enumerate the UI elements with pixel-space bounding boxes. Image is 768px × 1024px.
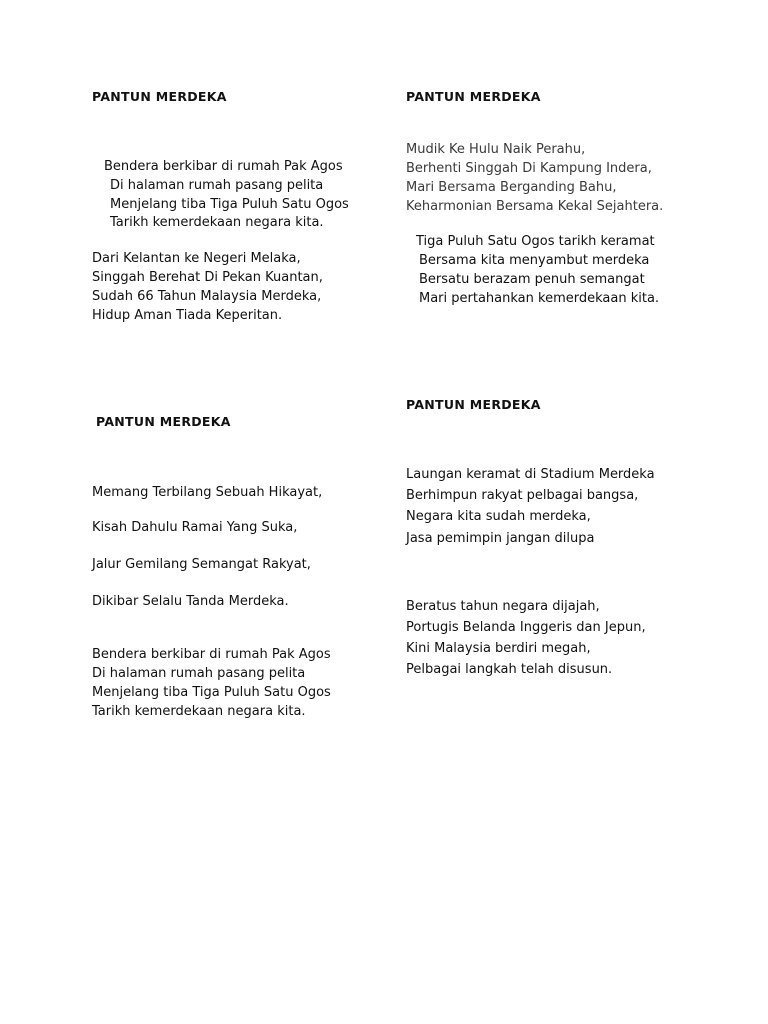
section-2-stanza-1-line-4: Keharmonian Bersama Kekal Sejahtera. <box>406 199 664 214</box>
section-3-stanza-2-line-1: Bendera berkibar di rumah Pak Agos <box>92 647 331 662</box>
section-1-stanza-2-line-1: Dari Kelantan ke Negeri Melaka, <box>92 251 301 266</box>
section-2-stanza-2-line-1: Tiga Puluh Satu Ogos tarikh keramat <box>416 234 655 249</box>
section-3-stanza-1-line-3: Jalur Gemilang Semangat Rakyat, <box>92 557 311 572</box>
section-1-stanza-2-line-3: Sudah 66 Tahun Malaysia Merdeka, <box>92 289 322 304</box>
section-3-stanza-1-line-2: Kisah Dahulu Ramai Yang Suka, <box>92 520 298 535</box>
section-3-stanza-2-line-2: Di halaman rumah pasang pelita <box>92 666 306 681</box>
section-2-stanza-2-line-2: Bersama kita menyambut merdeka <box>419 253 650 268</box>
section-4-stanza-2-line-4: Pelbagai langkah telah disusun. <box>406 662 613 677</box>
section-2-stanza-1-line-1: Mudik Ke Hulu Naik Perahu, <box>406 142 586 157</box>
section-1-heading: PANTUN MERDEKA <box>92 89 227 104</box>
section-2-stanza-2-line-3: Bersatu berazam penuh semangat <box>419 272 645 287</box>
section-4-stanza-1-line-4: Jasa pemimpin jangan dilupa <box>406 531 595 546</box>
section-1-stanza-1-line-2: Di halaman rumah pasang pelita <box>110 178 324 193</box>
section-2-stanza-2-line-4: Mari pertahankan kemerdekaan kita. <box>419 291 660 306</box>
section-4-stanza-1-line-2: Berhimpun rakyat pelbagai bangsa, <box>406 488 639 503</box>
section-3-stanza-2-line-4: Tarikh kemerdekaan negara kita. <box>92 704 306 719</box>
section-4-heading: PANTUN MERDEKA <box>406 397 541 412</box>
section-3-stanza-2-line-3: Menjelang tiba Tiga Puluh Satu Ogos <box>92 685 331 700</box>
section-4-stanza-1-line-3: Negara kita sudah merdeka, <box>406 509 591 524</box>
section-1-stanza-1-line-4: Tarikh kemerdekaan negara kita. <box>110 215 324 230</box>
section-4-stanza-2-line-2: Portugis Belanda Inggeris dan Jepun, <box>406 620 646 635</box>
section-1-stanza-1-line-1: Bendera berkibar di rumah Pak Agos <box>104 159 343 174</box>
section-3-stanza-1-line-4: Dikibar Selalu Tanda Merdeka. <box>92 594 289 609</box>
section-2-stanza-1-line-2: Berhenti Singgah Di Kampung Indera, <box>406 161 652 176</box>
section-3-stanza-1-line-1: Memang Terbilang Sebuah Hikayat, <box>92 485 323 500</box>
section-2-stanza-1-line-3: Mari Bersama Berganding Bahu, <box>406 180 617 195</box>
section-1-stanza-2-line-4: Hidup Aman Tiada Keperitan. <box>92 308 283 323</box>
section-1-stanza-2-line-2: Singgah Berehat Di Pekan Kuantan, <box>92 270 323 285</box>
section-3-heading: PANTUN MERDEKA <box>96 414 231 429</box>
section-4-stanza-2-line-3: Kini Malaysia berdiri megah, <box>406 641 591 656</box>
section-4-stanza-2-line-1: Beratus tahun negara dijajah, <box>406 599 600 614</box>
section-1-stanza-1-line-3: Menjelang tiba Tiga Puluh Satu Ogos <box>110 197 349 212</box>
section-4-stanza-1-line-1: Laungan keramat di Stadium Merdeka <box>406 467 655 482</box>
section-2-heading: PANTUN MERDEKA <box>406 89 541 104</box>
